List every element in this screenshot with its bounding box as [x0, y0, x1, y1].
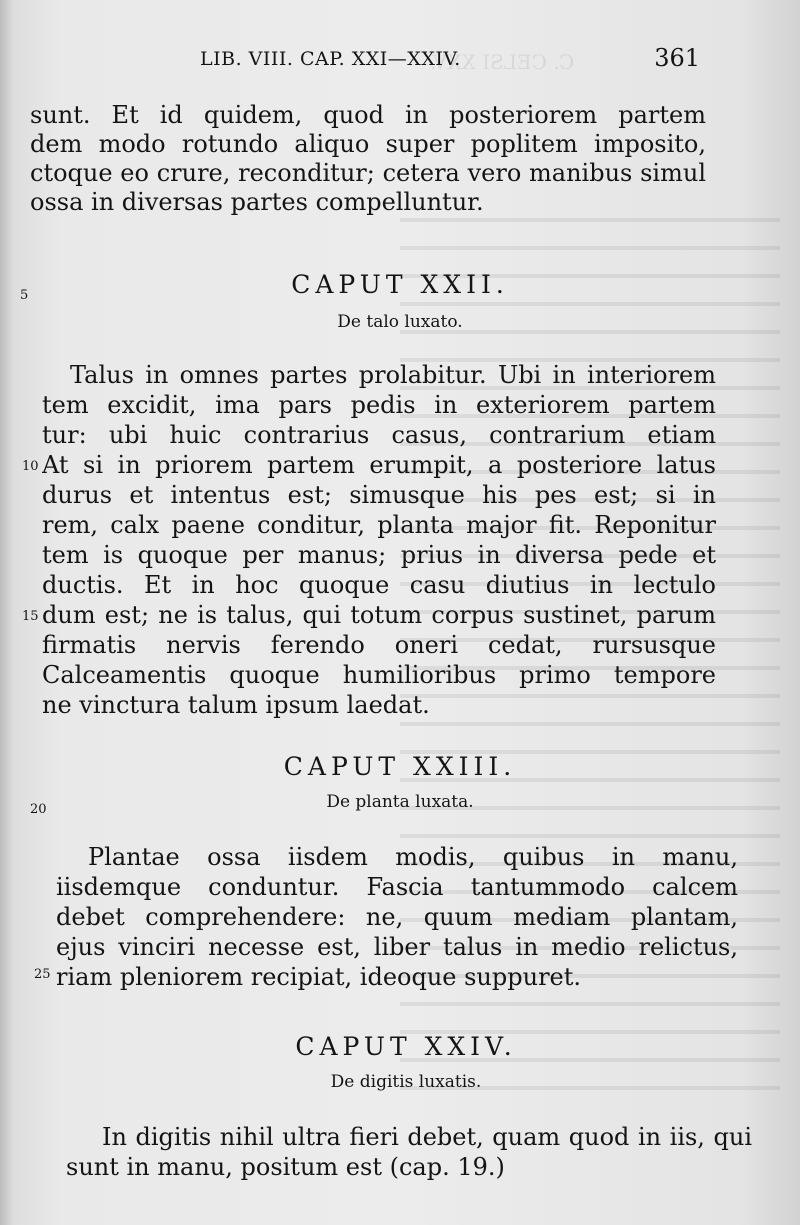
text-line: rem, calx paene conditur, planta major fit. Reponitur: [42, 511, 716, 539]
text-line: riam pleniorem recipiat, ideoque suppuret.: [56, 963, 582, 991]
text-line: tur: ubi huic contrarius casus, contrarium etiam: [42, 421, 716, 449]
text-line: tem is quoque per manus; prius in diversa pede et: [42, 541, 716, 569]
line-number: 25: [34, 967, 51, 982]
line-number: 5: [20, 288, 29, 303]
text-line: debet comprehendere: ne, quum mediam plantam,: [56, 903, 738, 931]
text-line: ejus vinciri necesse est, liber talus in medio relictus,: [56, 933, 738, 961]
text-line: dum est; ne is talus, qui totum corpus sustinet, parum: [42, 601, 716, 629]
text-line: Calceamentis quoque humilioribus primo tempore: [42, 661, 716, 689]
line-number: 20: [30, 802, 47, 817]
text-line: tem excidit, ima pars pedis in exteriorem partem: [42, 391, 716, 419]
text-line: sunt in manu, positum est (cap. 19.): [66, 1153, 505, 1181]
text-line: ne vinctura talum ipsum laedat.: [42, 691, 430, 719]
text-line: ductis. Et in hoc quoque casu diutius in lectulo: [42, 571, 716, 599]
line-number: 10: [22, 459, 39, 474]
text-line: ossa in diversas partes compelluntur.: [30, 188, 484, 216]
chapter-subtitle: De digitis luxatis.: [330, 1072, 482, 1092]
line-number: 15: [22, 609, 39, 624]
chapter-heading: CAPUT XXIII.: [283, 752, 517, 781]
running-header-title: LIB. VIII. CAP. XXI—XXIV.: [200, 48, 461, 70]
chapter-subtitle: De talo luxato.: [337, 312, 463, 332]
text-line: sunt. Et id quidem, quod in posteriorem partem: [30, 101, 706, 129]
text-line: ctoque eo crure, reconditur; cetera vero manibus simul: [30, 159, 706, 187]
show-through-bleed: C. CELSI XXV.: [430, 50, 575, 74]
text-line: Plantae ossa iisdem modis, quibus in manu,: [88, 843, 738, 871]
running-header: [60, 44, 700, 74]
chapter-heading: CAPUT XXII.: [291, 270, 509, 299]
chapter-heading: CAPUT XXIV.: [295, 1032, 517, 1061]
text-line: dem modo rotundo aliquo super poplitem imposito,: [30, 130, 706, 158]
text-line: firmatis nervis ferendo oneri cedat, rursusque: [42, 631, 716, 659]
chapter-subtitle: De planta luxata.: [326, 792, 474, 812]
text-line: Talus in omnes partes prolabitur. Ubi in interiorem: [70, 361, 716, 389]
text-line: In digitis nihil ultra fieri debet, quam quod in iis, qui: [102, 1123, 752, 1151]
text-line: At si in priorem partem erumpit, a posteriore latus: [42, 451, 716, 479]
page-number: 361: [654, 44, 700, 72]
text-line: iisdemque conduntur. Fascia tantummodo calcem: [56, 873, 738, 901]
text-line: durus et intentus est; simusque his pes est; si in: [42, 481, 716, 509]
